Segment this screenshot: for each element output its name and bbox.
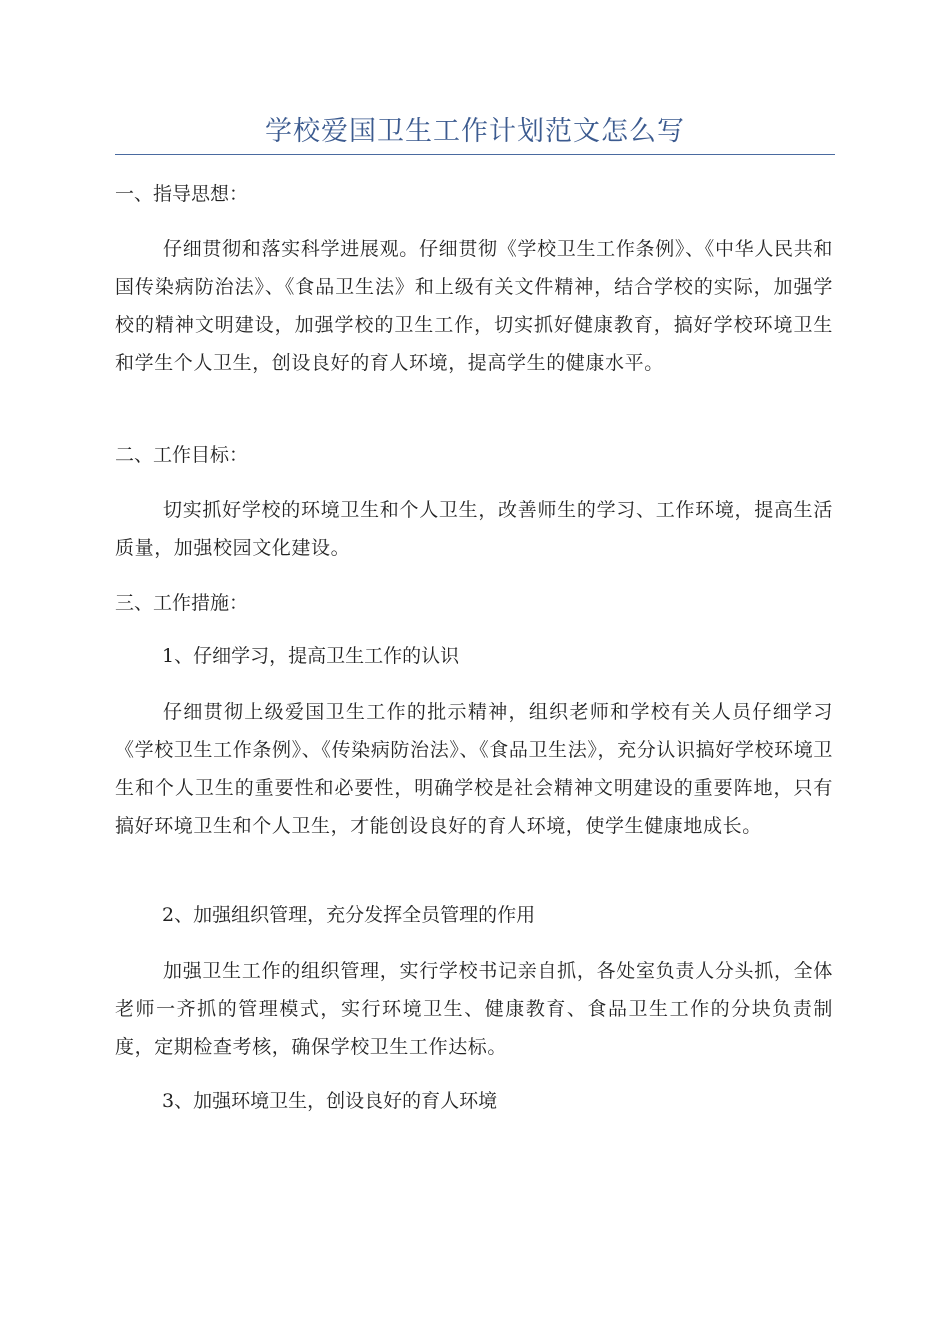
section-heading-work-goals: 二、工作目标： <box>115 444 249 466</box>
measure-1-title: 1、仔细学习，提高卫生工作的认识 <box>162 645 460 667</box>
measure-2-title: 2、加强组织管理，充分发挥全员管理的作用 <box>162 904 536 926</box>
document-title: 学校爱国卫生工作计划范文怎么写 <box>265 116 685 147</box>
measure-3-title: 3、加强环境卫生，创设良好的育人环境 <box>162 1090 498 1112</box>
measure-2-paragraph: 加强卫生工作的组织管理，实行学校书记亲自抓，各处室负责人分头抓，全体老师一齐抓的管理模式，实行环境卫生、健康教育、食品卫生工作的分块负责制度，定期检查考核，确保学校卫生工作达标。 <box>115 960 833 1058</box>
section-heading-guiding-ideology: 一、指导思想： <box>115 183 249 205</box>
paragraph-work-goals: 切实抓好学校的环境卫生和个人卫生，改善师生的学习、工作环境，提高生活质量，加强校园文化建设。 <box>115 499 833 559</box>
title-underline <box>115 154 835 155</box>
measure-1-paragraph: 仔细贯彻上级爱国卫生工作的批示精神，组织老师和学校有关人员仔细学习《学校卫生工作条例》、《传染病防治法》、《食品卫生法》，充分认识搞好学校环境卫生和个人卫生的重要性和必要性，明确学校是社会精神文明建设的重要阵地，只有搞好环境卫生和个人卫生，才能创设良好的育人环境，使学生健康地成长。 <box>115 701 833 837</box>
section-heading-work-measures: 三、工作措施： <box>115 592 249 614</box>
document-page <box>115 112 835 155</box>
paragraph-guiding-ideology: 仔细贯彻和落实科学进展观。仔细贯彻《学校卫生工作条例》、《中华人民共和国传染病防治法》、《食品卫生法》和上级有关文件精神，结合学校的实际，加强学校的精神文明建设，加强学校的卫生工作，切实抓好健康教育，搞好学校环境卫生和学生个人卫生，创设良好的育人环境，提高学生的健康水平。 <box>115 238 833 374</box>
